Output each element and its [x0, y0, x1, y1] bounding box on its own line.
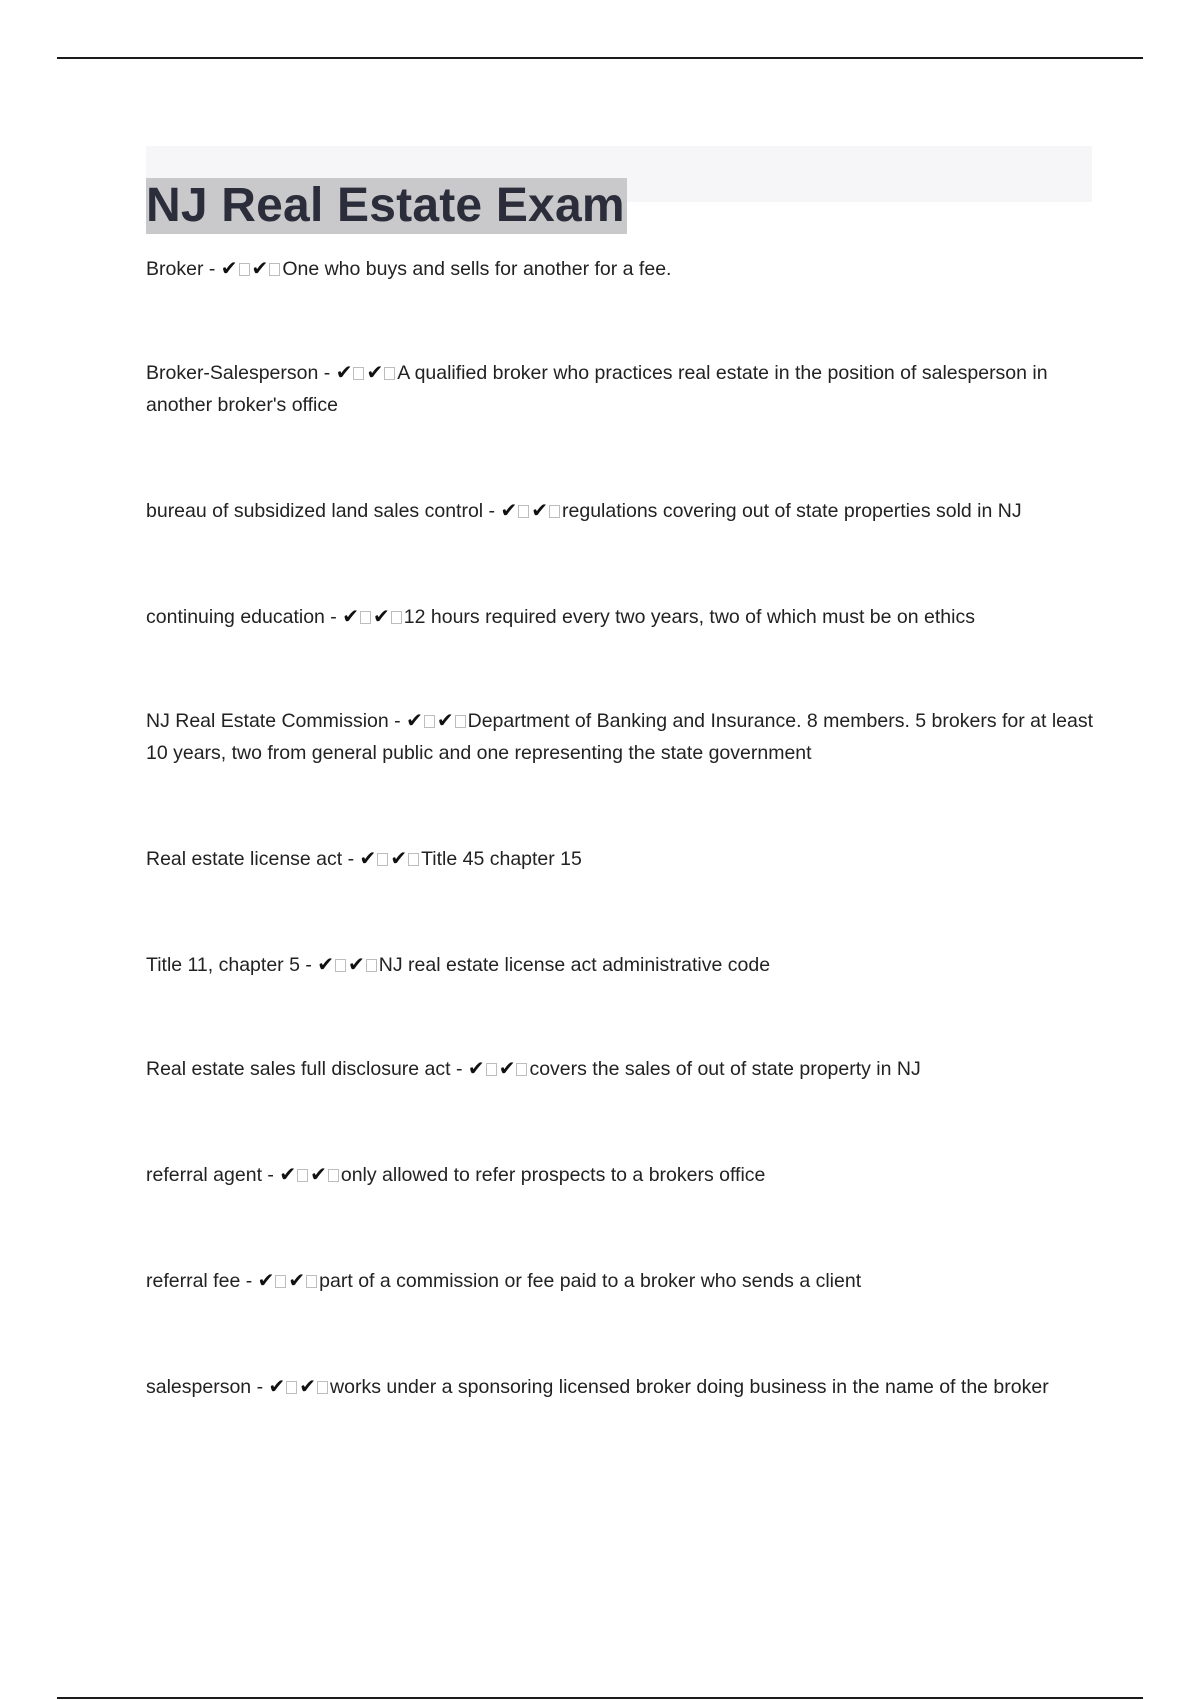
check-icon: ✔: [531, 498, 549, 522]
entry-separator: -: [251, 1376, 269, 1398]
entry-term: salesperson: [146, 1376, 252, 1398]
box-icon: [360, 611, 371, 624]
flashcard-list: [146, 252, 1096, 1403]
check-icon: ✔: [251, 256, 269, 280]
list-item: [146, 1264, 1096, 1297]
list-item: [146, 948, 1096, 981]
check-icon: ✔: [317, 952, 335, 976]
check-icon: ✔: [390, 846, 408, 870]
list-item: [146, 494, 1096, 527]
box-icon: [269, 263, 280, 276]
list-item: [146, 842, 1096, 875]
entry-separator: -: [450, 1058, 468, 1080]
check-icon: ✔: [359, 846, 377, 870]
entry-definition: One who buys and sells for another for a fee.: [282, 258, 672, 280]
entry-definition: Department of Banking and Insurance. 8 members. 5 brokers for at least 10 years, two from general public and one representing the state government: [146, 710, 1094, 764]
check-icon: ✔: [220, 256, 238, 280]
box-icon: [486, 1063, 497, 1076]
entry-separator: -: [483, 500, 501, 522]
box-icon: [353, 367, 364, 380]
check-icon: ✔: [406, 708, 423, 732]
box-icon: [239, 263, 250, 276]
list-item: [146, 1370, 1096, 1403]
check-icon: ✔: [373, 604, 390, 628]
box-icon: [306, 1275, 317, 1288]
check-icon: ✔: [288, 1268, 306, 1292]
box-icon: [455, 715, 466, 728]
entry-definition: Title 45 chapter 15: [421, 848, 582, 870]
list-item: [146, 704, 1096, 769]
entry-term: continuing education: [146, 606, 325, 628]
entry-term: Broker: [146, 258, 204, 280]
entry-term: referral agent: [146, 1164, 262, 1186]
entry-term: NJ Real Estate Commission: [146, 710, 389, 732]
box-icon: [408, 853, 419, 866]
list-item: [146, 356, 1096, 421]
box-icon: [516, 1063, 527, 1076]
check-icon: ✔: [335, 360, 353, 384]
list-item: [146, 1158, 1096, 1191]
entry-definition: covers the sales of out of state property in NJ: [529, 1058, 921, 1080]
entry-definition: regulations covering out of state properties sold in NJ: [562, 500, 1022, 522]
entry-separator: -: [324, 606, 343, 628]
entry-term: Real estate license act: [146, 848, 343, 870]
box-icon: [549, 505, 560, 518]
box-icon: [424, 715, 435, 728]
entry-separator: -: [240, 1270, 258, 1292]
entry-term: Real estate sales full disclosure act: [146, 1058, 451, 1080]
box-icon: [328, 1169, 339, 1182]
entry-definition: part of a commission or fee paid to a broker who sends a client: [319, 1270, 862, 1292]
entry-definition: works under a sponsoring licensed broker doing business in the name of the broker: [330, 1376, 1049, 1398]
box-icon: [377, 853, 388, 866]
check-icon: ✔: [279, 1162, 297, 1186]
box-icon: [384, 367, 395, 380]
check-icon: ✔: [268, 1374, 286, 1398]
box-icon: [275, 1275, 286, 1288]
check-icon: ✔: [348, 952, 365, 976]
entry-definition: only allowed to refer prospects to a brokers office: [340, 1164, 766, 1186]
entry-term: bureau of subsidized land sales control: [146, 500, 484, 522]
check-icon: ✔: [500, 498, 518, 522]
entry-separator: -: [203, 258, 221, 280]
box-icon: [286, 1381, 297, 1394]
entry-term: Title 11, chapter 5: [146, 954, 300, 976]
check-icon: ✔: [310, 1162, 327, 1186]
entry-separator: -: [342, 848, 360, 870]
check-icon: ✔: [366, 360, 384, 384]
entry-term: Broker-Salesperson: [146, 362, 319, 384]
check-icon: ✔: [257, 1268, 275, 1292]
page-title: NJ Real Estate Exam: [146, 179, 625, 233]
check-icon: ✔: [342, 604, 359, 628]
entry-definition: A qualified broker who practices real estate in the position of salesperson in another broker's office: [146, 362, 1048, 416]
check-icon: ✔: [299, 1374, 317, 1398]
check-icon: ✔: [467, 1056, 485, 1080]
top-rule: [57, 57, 1143, 59]
box-icon: [297, 1169, 308, 1182]
entry-separator: -: [299, 954, 318, 976]
box-icon: [335, 959, 346, 972]
entry-definition: 12 hours required every two years, two of which must be on ethics: [403, 606, 975, 628]
box-icon: [518, 505, 529, 518]
entry-definition: NJ real estate license act administrative code: [378, 954, 771, 976]
entry-separator: -: [261, 1164, 280, 1186]
entry-term: referral fee: [146, 1270, 241, 1292]
entry-separator: -: [318, 362, 336, 384]
check-icon: ✔: [498, 1056, 516, 1080]
list-item: [146, 252, 1096, 285]
entry-separator: -: [388, 710, 407, 732]
box-icon: [317, 1381, 328, 1394]
list-item: [146, 600, 1096, 633]
bottom-rule: [57, 1697, 1143, 1699]
check-icon: ✔: [436, 708, 454, 732]
list-item: [146, 1052, 1096, 1085]
box-icon: [391, 611, 402, 624]
box-icon: [366, 959, 377, 972]
